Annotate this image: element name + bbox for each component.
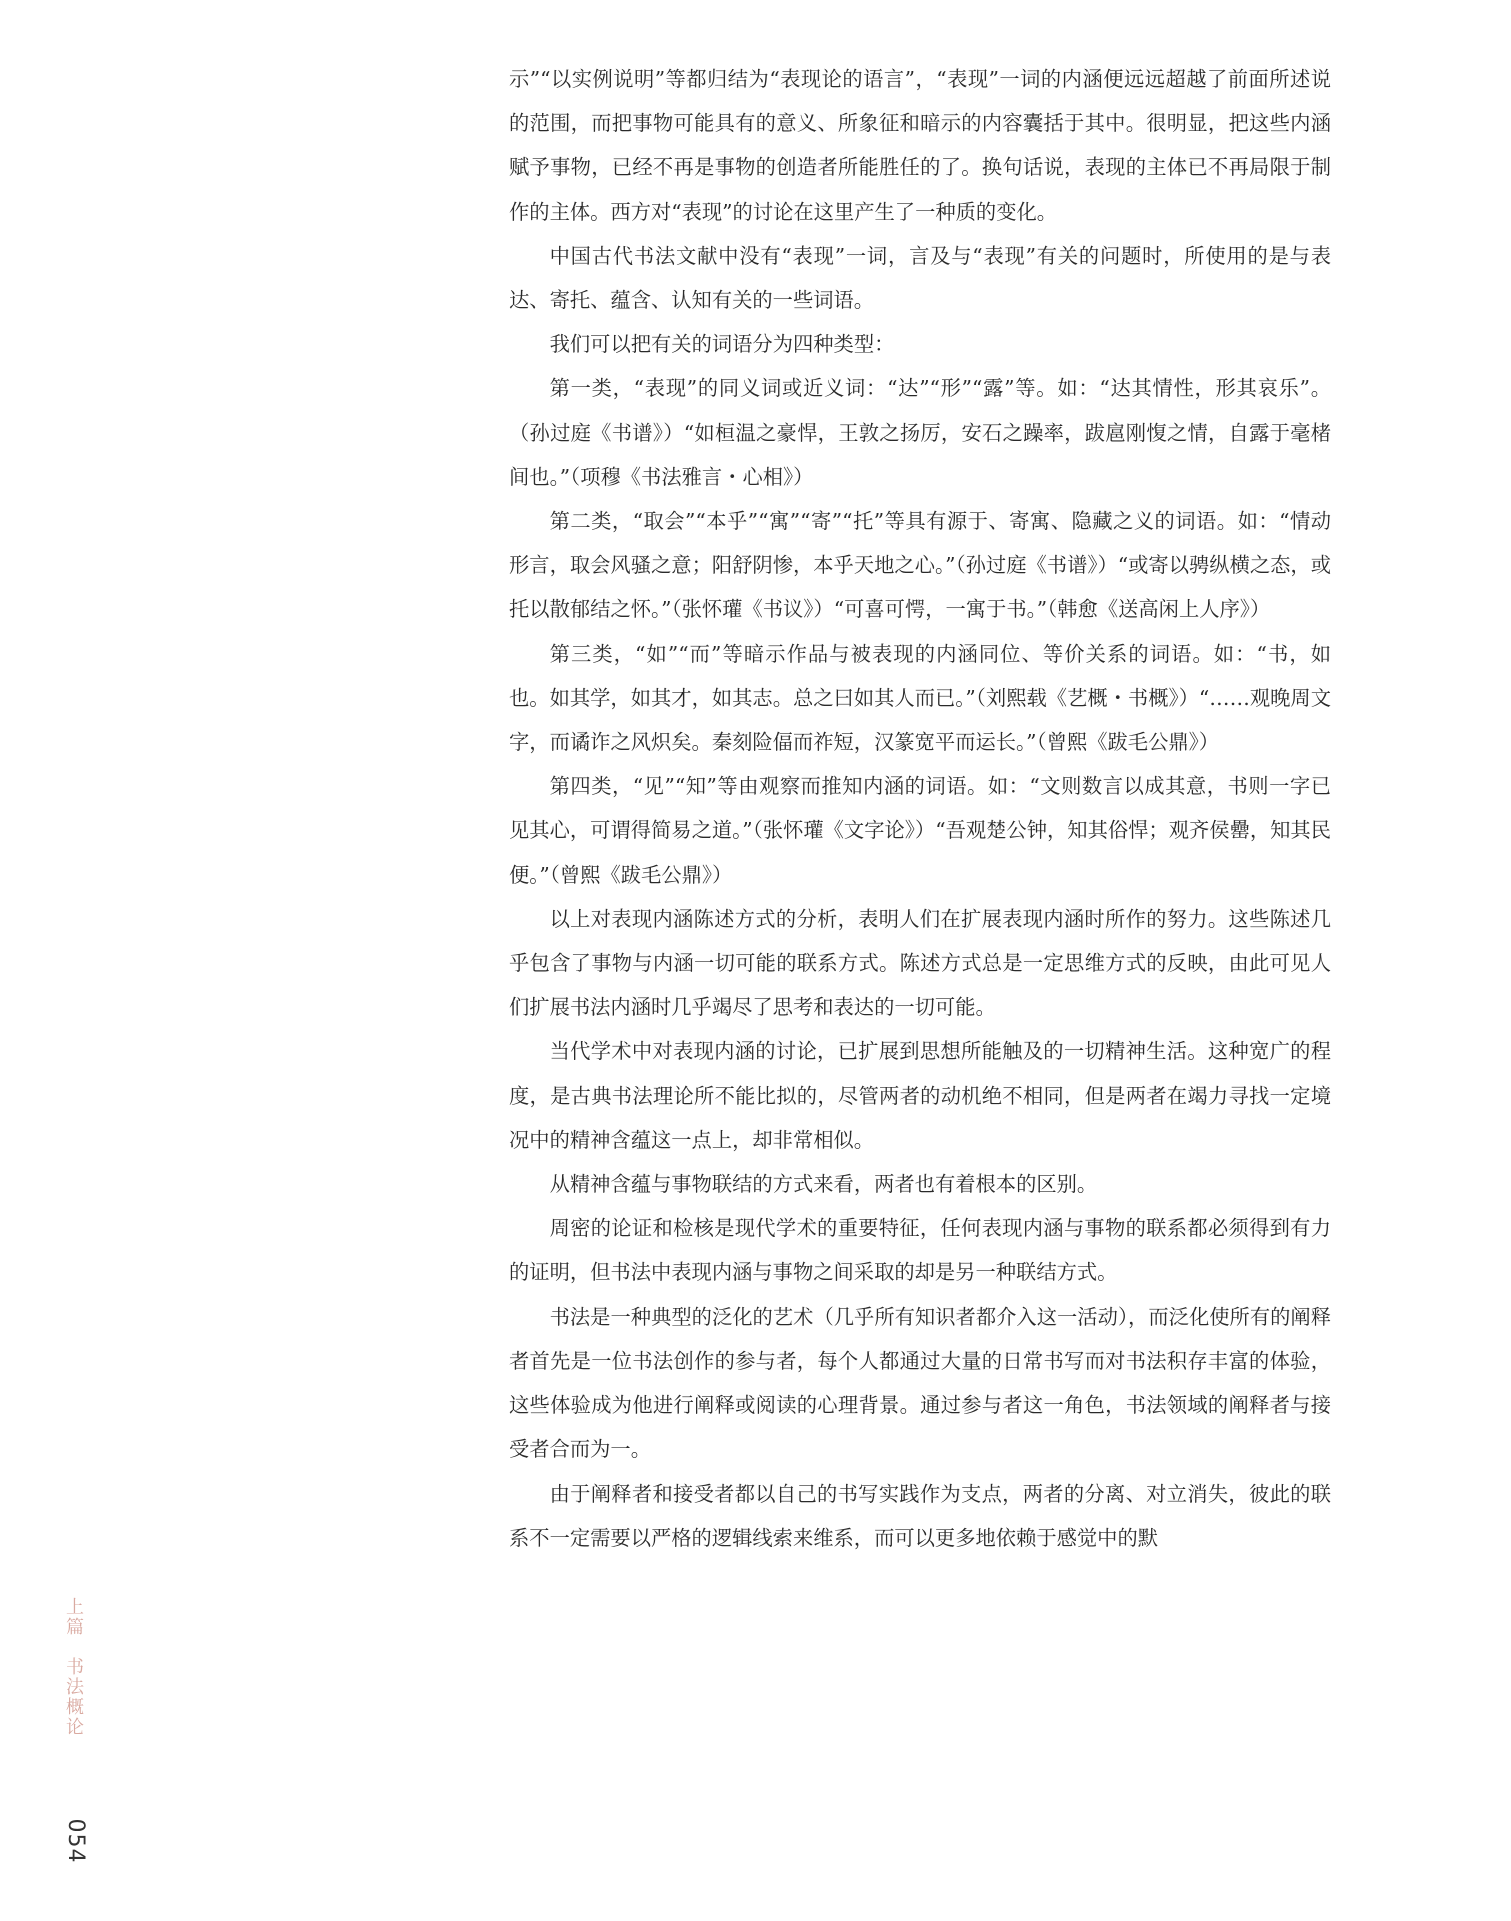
page-number: 054 bbox=[63, 1818, 88, 1864]
paragraph: 第二类，“取会”“本乎”“寓”“寄”“托”等具有源于、寄寓、隐藏之义的词语。如：“情动形言，取会风骚之意；阳舒阴惨，本乎天地之心。”（孙过庭《书谱》）“或寄以骋纵横之态，或托以散郁结之怀。”（张怀瓘《书议》）“可喜可愕，一寓于书。”（韩愈《送高闲上人序》） bbox=[509, 509, 1331, 622]
paragraph: 当代学术中对表现内涵的讨论，已扩展到思想所能触及的一切精神生活。这种宽广的程度，是古典书法理论所不能比拟的，尽管两者的动机绝不相同，但是两者在竭力寻找一定境况中的精神含蕴这一点上，却非常相似。 bbox=[509, 1039, 1331, 1152]
running-head bbox=[62, 1598, 88, 1738]
running-head-title: 书 法 概 论 bbox=[66, 1657, 84, 1738]
paragraph: 示”“以实例说明”等都归结为“表现论的语言”，“表现”一词的内涵便远远超越了前面所述说的范围，而把事物可能具有的意义、所象征和暗示的内容囊括于其中。很明显，把这些内涵赋予事物，已经不再是事物的创造者所能胜任的了。换句话说，表现的主体已不再局限于制作的主体。西方对“表现”的讨论在这里产生了一种质的变化。 bbox=[509, 67, 1331, 224]
paragraph: 第四类，“见”“知”等由观察而推知内涵的词语。如：“文则数言以成其意，书则一字已见其心，可谓得简易之道。”（张怀瓘《文字论》）“吾观楚公钟，知其俗悍；观齐侯罍，知其民便。”（曾熙《跋毛公鼎》） bbox=[509, 774, 1331, 887]
paragraph: 从精神含蕴与事物联结的方式来看，两者也有着根本的区别。 bbox=[549, 1172, 1098, 1197]
paragraph: 书法是一种典型的泛化的艺术（几乎所有知识者都介入这一活动），而泛化使所有的阐释者首先是一位书法创作的参与者，每个人都通过大量的日常书写而对书法积存丰富的体验，这些体验成为他进行阐释或阅读的心理背景。通过参与者这一角色，书法领域的阐释者与接受者合而为一。 bbox=[509, 1304, 1331, 1462]
paragraph: 以上对表现内涵陈述方式的分析，表明人们在扩展表现内涵时所作的努力。这些陈述几乎包含了事物与内涵一切可能的联系方式。陈述方式总是一定思维方式的反映，由此可见人们扩展书法内涵时几乎竭尽了思考和表达的一切可能。 bbox=[509, 906, 1331, 1020]
paragraph: 由于阐释者和接受者都以自己的书写实践作为支点，两者的分离、对立消失，彼此的联系不一定需要以严格的逻辑线索来维系，而可以更多地依赖于感觉中的默 bbox=[509, 1481, 1331, 1550]
running-head-part: 上 篇 bbox=[66, 1597, 84, 1638]
paragraph: 周密的论证和检核是现代学术的重要特征，任何表现内涵与事物的联系都必须得到有力的证明，但书法中表现内涵与事物之间采取的却是另一种联结方式。 bbox=[509, 1216, 1331, 1285]
paragraph: 中国古代书法文献中没有“表现”一词，言及与“表现”有关的问题时，所使用的是与表达、寄托、蕴含、认知有关的一些词语。 bbox=[509, 243, 1331, 313]
paragraph: 第一类，“表现”的同义词或近义词：“达”“形”“露”等。如：“达其情性，形其哀乐”。（孙过庭《书谱》）“如桓温之豪悍，王敦之扬厉，安石之躁率，跋扈刚愎之情，自露于毫楮间也。”（项穆《书法雅言・心相》） bbox=[509, 376, 1331, 489]
page-body-text bbox=[509, 57, 1331, 1560]
paragraph: 第三类，“如”“而”等暗示作品与被表现的内涵同位、等价关系的词语。如：“书，如也。如其学，如其才，如其志。总之曰如其人而已。”（刘熙载《艺概・书概》）“……观晚周文字，而谲诈之风炽矣。秦刻险偪而祚短，汉篆宽平而运长。”（曾熙《跋毛公鼎》） bbox=[509, 641, 1331, 755]
paragraph: 我们可以把有关的词语分为四种类型： bbox=[549, 332, 895, 357]
